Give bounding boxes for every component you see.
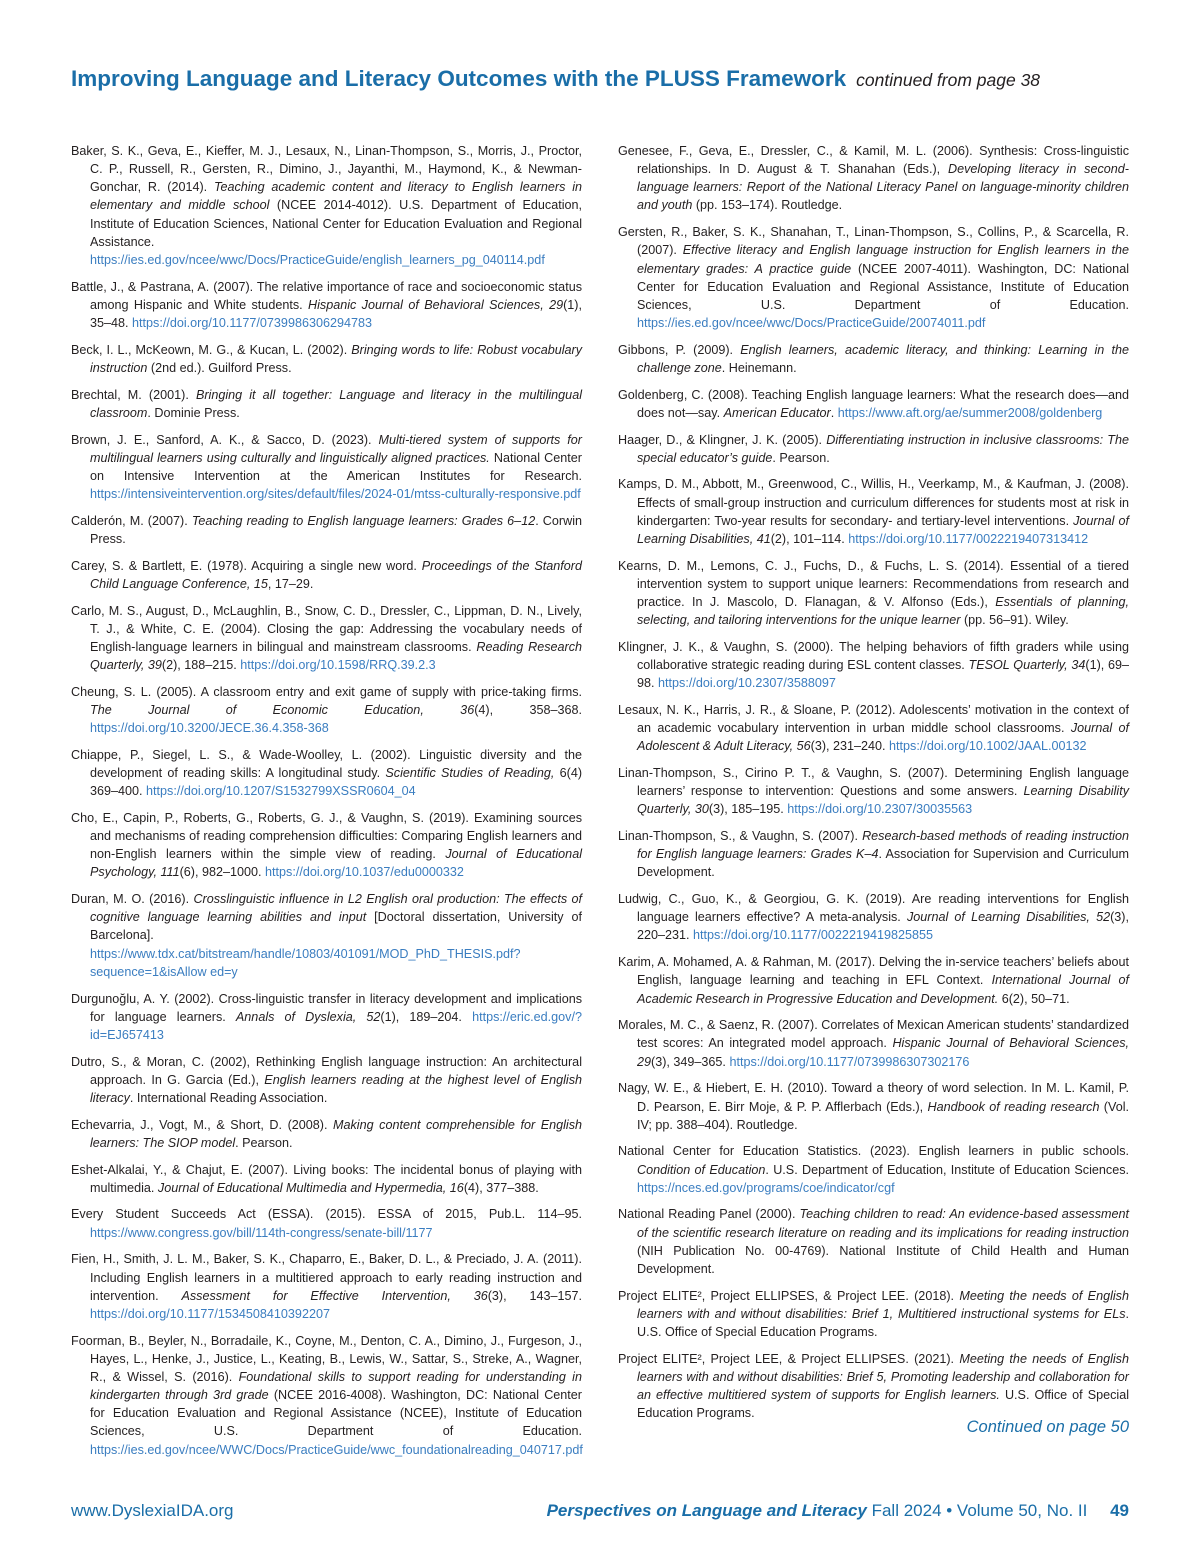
reference-title: Condition of Education bbox=[637, 1162, 766, 1177]
reference-link[interactable]: https://doi.org/10.1177/0739986307302176 bbox=[729, 1054, 970, 1069]
reference-details: (1), 69–98. bbox=[637, 658, 1129, 691]
reference-title: Learning Disability Quarterly, 30 bbox=[637, 784, 1129, 817]
reference-authors: Cheung, S. L. (2005). A classroom entry and exit game of supply with price-taking firms. bbox=[71, 684, 582, 699]
reference-details: [Doctoral dissertation, University of Barcelona]. bbox=[90, 910, 582, 943]
reference-authors: Kamps, D. M., Abbott, M., Greenwood, C., Willis, H., Veerkamp, M., & Kaufman, J. (2008). Effects of small-group instruction and curriculum differences for students most at risk in kindergarten: Two-year results for secondary- and tertiary-level interventions. bbox=[618, 477, 1129, 528]
reference-entry bbox=[71, 431, 582, 504]
reference-details: (NCEE 2014-4012). U.S. Department of Education, Institute of Education Sciences, National Center for Education Evaluation and Regional Assistance. bbox=[90, 198, 582, 249]
reference-authors: Nagy, W. E., & Hiebert, E. H. (2010). Toward a theory of word selection. In M. L. Kamil, P. D. Pearson, E. Birr Moje, & P. P. Afflerbach (Eds.), bbox=[618, 1081, 1129, 1114]
reference-authors: Linan-Thompson, S., Cirino P. T., & Vaughn, S. (2007). Determining English language learners’ response to intervention: Questions and some answers. bbox=[618, 766, 1129, 799]
reference-title: Journal of Educational Multimedia and Hypermedia, 16 bbox=[157, 1180, 464, 1195]
reference-details: (6), 982–1000. bbox=[179, 865, 266, 880]
reference-link[interactable]: https://intensiveintervention.org/sites/default/files/2024-01/mtss-culturally-responsive.pdf bbox=[90, 487, 581, 502]
reference-link[interactable]: https://doi.org/10.1002/JAAL.00132 bbox=[889, 739, 1087, 754]
reference-entry bbox=[618, 1350, 1129, 1423]
page-number: 49 bbox=[1110, 1501, 1129, 1520]
reference-details: . Corwin Press. bbox=[90, 513, 582, 546]
reference-title: Foundational skills to support reading for understanding in kindergarten through 3rd grade bbox=[90, 1369, 582, 1403]
reference-details: (3), 349–365. bbox=[651, 1054, 730, 1069]
reference-details: (3), 143–157. bbox=[487, 1288, 582, 1303]
reference-authors: Echevarria, J., Vogt, M., & Short, D. (2008). bbox=[71, 1117, 334, 1132]
reference-entry bbox=[71, 386, 582, 422]
reference-entry bbox=[71, 278, 582, 332]
reference-details: . U.S. Office of Special Education Programs. bbox=[637, 1306, 1129, 1339]
reference-authors: Project ELITE², Project LEE, & Project ELLIPSES. (2021). bbox=[618, 1351, 960, 1366]
reference-entry bbox=[71, 890, 582, 981]
reference-entry bbox=[618, 701, 1129, 755]
reference-title: Developing literacy in second-language learners: Report of the National Literacy Panel on language-minority children and youth bbox=[637, 162, 1129, 213]
reference-title: Handbook of reading research bbox=[927, 1099, 1100, 1114]
reference-authors: Genesee, F., Geva, E., Dressler, C., & Kamil, M. L. (2006). Synthesis: Cross-linguistic relationships. In D. August & T. Shanahan (Eds.), bbox=[618, 144, 1129, 177]
reference-authors: Fien, H., Smith, J. L. M., Baker, S. K., Chaparro, E., Baker, D. L., & Preciado, J. A. (2011). Including English learners in a multitiered approach to early reading instruction and intervention. bbox=[71, 1252, 582, 1303]
reference-authors: Lesaux, N. K., Harris, J. R., & Sloane, P. (2012). Adolescents’ motivation in the context of an academic vocabulary intervention in urban middle school classrooms. bbox=[618, 702, 1129, 736]
reference-link[interactable]: https://doi.org/10.1177/0022219419825855 bbox=[693, 928, 933, 943]
reference-title: English learners reading at the highest level of English literacy bbox=[90, 1072, 582, 1105]
reference-link[interactable]: https://doi.org/10.2307/30035563 bbox=[787, 802, 973, 817]
reference-authors: Chiappe, P., Siegel, L. S., & Wade-Woolley, L. (2002). Linguistic diversity and the development of reading skills: A longitudinal study. bbox=[71, 747, 582, 781]
reference-authors: Durgunoğlu, A. Y. (2002). Cross-linguistic transfer in literacy development and implications for language learners. bbox=[71, 991, 582, 1024]
reference-details: . International Reading Association. bbox=[129, 1090, 328, 1105]
reference-details: . Pearson. bbox=[235, 1135, 293, 1150]
reference-details: . Pearson. bbox=[772, 450, 830, 465]
reference-entry bbox=[618, 827, 1129, 881]
reference-entry bbox=[618, 557, 1129, 630]
reference-title: Proceedings of the Stanford Child Language Conference, 15 bbox=[90, 558, 583, 591]
reference-details: (pp. 56–91). Wiley. bbox=[960, 613, 1069, 628]
reference-title: Multi-tiered system of supports for multilingual learners using culturally and linguistically aligned practices. bbox=[90, 432, 582, 465]
reference-entry bbox=[618, 386, 1129, 422]
reference-details: 6(4) 369–400. bbox=[90, 766, 583, 799]
reference-entry bbox=[71, 683, 582, 737]
reference-authors: Cho, E., Capin, P., Roberts, G., Roberts, G. J., & Vaughn, S. (2019). Examining sources and mechanisms of reading comprehension difficulties: Comparing English learners and non-English learners within the simple view of reading. bbox=[71, 810, 582, 862]
reference-details: (3), 185–195. bbox=[708, 802, 788, 817]
reference-title: Crosslinguistic influence in L2 English oral production: The effects of cognitive language learning abilities and input bbox=[90, 892, 582, 925]
reference-details: . bbox=[830, 405, 838, 420]
reference-link[interactable]: https://doi.org/10.1598/RRQ.39.2.3 bbox=[240, 658, 436, 673]
reference-authors: Baker, S. K., Geva, E., Kieffer, M. J., Lesaux, N., Linan-Thompson, S., Morris, J., Proctor, C. P., Russell, R., Gersten, R., Dimino, J., Jayanthi, M., Haymond, K., & Newman-Gonchar, R. (2014). bbox=[71, 144, 582, 195]
reference-title: Scientific Studies of Reading, bbox=[385, 766, 555, 781]
reference-details: (2), 101–114. bbox=[770, 531, 849, 546]
reference-link[interactable]: https://ies.ed.gov/ncee/wwc/Docs/PracticeGuide/english_learners_pg_040114.pdf bbox=[90, 252, 545, 267]
reference-entry bbox=[618, 1142, 1129, 1196]
reference-entry bbox=[71, 512, 582, 548]
reference-title: Meeting the needs of English learners with and without disabilities: Brief 1, Multitiered instructional systems for ELs bbox=[637, 1288, 1129, 1321]
reference-details: , 17–29. bbox=[267, 576, 314, 591]
reference-details: (1), 35–48. bbox=[90, 297, 582, 330]
reference-entry bbox=[618, 431, 1129, 467]
reference-authors: Gersten, R., Baker, S. K., Shanahan, T., Linan-Thompson, S., Collins, P., & Scarcella, R. (2007). bbox=[618, 225, 1129, 258]
reference-title: Journal of Adolescent & Adult Literacy, 56 bbox=[637, 721, 1129, 754]
reference-authors: Battle, J., & Pastrana, A. (2007). The relative importance of race and socioeconomic status among Hispanic and White students. bbox=[71, 279, 582, 312]
reference-title: Teaching children to read: An evidence-based assessment of the scientific research literature on reading and its implications for reading instruction bbox=[637, 1207, 1129, 1240]
reference-title: Annals of Dyslexia, 52 bbox=[235, 1009, 381, 1024]
reference-details: (NCEE 2016-4008). Washington, DC: National Center for Education Evaluation and Regional Assistance (NCEE), Institute of Education Sciences, U.S. Department of Education. bbox=[90, 1388, 583, 1439]
reference-title: Teaching academic content and literacy to English learners in elementary and middle school bbox=[90, 180, 582, 213]
reference-title: Reading Research Quarterly, 39 bbox=[90, 639, 582, 673]
reference-title: Teaching reading to English language learners: Grades 6–12 bbox=[191, 513, 536, 528]
reference-authors: Brown, J. E., Sanford, A. K., & Sacco, D. (2023). bbox=[71, 432, 379, 447]
reference-authors: Ludwig, C., Guo, K., & Georgiou, G. K. (2019). Are reading interventions for English language learners effective? A meta-analysis. bbox=[618, 892, 1129, 925]
reference-entry bbox=[618, 223, 1129, 332]
reference-title: Journal of Learning Disabilities, 52 bbox=[906, 910, 1111, 925]
reference-authors: Haager, D., & Klingner, J. K. (2005). bbox=[618, 432, 827, 447]
reference-link[interactable]: https://ies.ed.gov/ncee/wwc/Docs/PracticeGuide/20074011.pdf bbox=[637, 316, 986, 330]
reference-details: (NCEE 2007-4011). Washington, DC: National Center for Education Evaluation and Regional Assistance, Institute of Education Sciences, U.S. Department of Education. bbox=[637, 261, 1129, 312]
reference-entry bbox=[71, 1205, 582, 1241]
reference-link[interactable]: https://doi.org/10.1207/S1532799XSSR0604_04 bbox=[146, 784, 416, 799]
reference-authors: Gibbons, P. (2009). bbox=[618, 342, 741, 357]
reference-details: (1), 189–204. bbox=[380, 1009, 473, 1024]
reference-authors: Duran, M. O. (2016). bbox=[71, 892, 194, 907]
reference-entry bbox=[618, 1079, 1129, 1133]
reference-details: (NIH Publication No. 00-4769). National Institute of Child Health and Human Development. bbox=[637, 1243, 1129, 1276]
reference-title: Meeting the needs of English learners with and without disabilities: Brief 5, Promoting leadership and collaboration for an effective multitiered system of supports for English learners. bbox=[637, 1351, 1129, 1403]
reference-entry bbox=[71, 990, 582, 1044]
reference-authors: Every Student Succeeds Act (ESSA). (2015). ESSA of 2015, Pub.L. 114–95. bbox=[71, 1207, 582, 1222]
reference-entry bbox=[618, 890, 1129, 944]
reference-details: (3), 231–240. bbox=[810, 739, 890, 754]
footer-issue: Fall 2024 • Volume 50, No. II bbox=[871, 1501, 1088, 1520]
reference-entry bbox=[618, 953, 1129, 1007]
reference-details: (Vol. IV; pp. 388–404). Routledge. bbox=[637, 1099, 1129, 1132]
reference-details: (4), 358–368. bbox=[474, 702, 582, 717]
reference-title: Making content comprehensible for English learners: The SIOP model bbox=[90, 1117, 582, 1150]
reference-entry bbox=[71, 1053, 582, 1107]
reference-link[interactable]: https://doi.org/10.2307/3588097 bbox=[658, 676, 836, 691]
reference-title: TESOL Quarterly, 34 bbox=[968, 658, 1086, 673]
footer-publication-info bbox=[547, 1501, 1129, 1521]
reference-entry bbox=[71, 1161, 582, 1197]
reference-title: Assessment for Effective Intervention, 36 bbox=[181, 1288, 488, 1303]
reference-title: The Journal of Economic Education, 36 bbox=[90, 702, 475, 717]
reference-title: Essentials of planning, selecting, and tailoring interventions for the unique learner bbox=[637, 595, 1129, 628]
page-header bbox=[71, 66, 1131, 92]
article-title: Improving Language and Literacy Outcomes with the PLUSS Framework bbox=[71, 66, 847, 91]
reference-title: International Journal of Academic Research in Progressive Education and Development. bbox=[637, 973, 1129, 1006]
reference-details: U.S. Office of Special Education Programs. bbox=[637, 1388, 1129, 1421]
reference-title: English learners, academic literacy, and thinking: Learning in the challenge zone bbox=[637, 342, 1129, 375]
reference-title: Hispanic Journal of Behavioral Sciences, 29 bbox=[308, 297, 564, 312]
reference-authors: Kearns, D. M., Lemons, C. J., Fuchs, D., & Fuchs, L. S. (2014). Essential of a tiered intervention system to support unique learners: Recommendations from research and practice. In J. Mascolo, D. Flanagan, & V. Alfonso (Eds.), bbox=[618, 558, 1129, 609]
reference-authors: Carey, S. & Bartlett, E. (1978). Acquiring a single new word. bbox=[71, 558, 422, 573]
reference-title: Research-based methods of reading instruction for English language learners: Grades K–4 bbox=[637, 829, 1129, 862]
reference-entry bbox=[71, 809, 582, 882]
reference-details: (3), 220–231. bbox=[637, 910, 1129, 943]
reference-details: . U.S. Department of Education, Institute of Education Sciences. bbox=[765, 1162, 1129, 1177]
footer-website-link[interactable]: www.DyslexiaIDA.org bbox=[71, 1501, 234, 1520]
reference-details: (2nd ed.). Guilford Press. bbox=[147, 360, 292, 375]
reference-authors: Morales, M. C., & Saenz, R. (2007). Correlates of Mexican American students’ standardized test scores: An integrated model approach. bbox=[618, 1018, 1129, 1051]
reference-link[interactable]: https://doi.org/10.1037/edu0000332 bbox=[265, 865, 464, 880]
reference-authors: Carlo, M. S., August, D., McLaughlin, B., Snow, C. D., Dressler, C., Lippman, D. N., Lively, T. J., & White, C. E. (2004). Closing the gap: Addressing the vocabulary needs of English-language learners in bilingual and mainstream classrooms. bbox=[71, 603, 582, 654]
reference-entry bbox=[71, 557, 582, 593]
reference-details: National Center on Intensive Intervention at the American Institutes for Research. bbox=[90, 450, 582, 483]
reference-authors: Goldenberg, C. (2008). Teaching English language learners: What the research does—and does not—say. bbox=[618, 387, 1129, 420]
reference-entry bbox=[71, 1116, 582, 1152]
reference-details: 6(2), 50–71. bbox=[998, 991, 1070, 1006]
reference-entry bbox=[71, 602, 582, 675]
reference-details: (4), 377–388. bbox=[463, 1180, 539, 1195]
references-column-right bbox=[618, 142, 1129, 1431]
reference-authors: Beck, I. L., McKeown, M. G., & Kucan, L. (2002). bbox=[71, 342, 352, 357]
reference-link[interactable]: https://doi.org/10.1177/1534508410392207 bbox=[90, 1306, 330, 1321]
reference-title: Differentiating instruction in inclusive classrooms: The special educator’s guide bbox=[637, 432, 1130, 465]
reference-entry bbox=[618, 1016, 1129, 1070]
reference-link[interactable]: https://www.tdx.cat/bitstream/handle/10803/401091/MOD_PhD_THESIS.pdf?sequence=1&isAllow ed=y bbox=[90, 946, 521, 979]
reference-link[interactable]: https://doi.org/10.1177/0739986306294783 bbox=[132, 316, 372, 330]
reference-authors: Brechtal, M. (2001). bbox=[71, 387, 196, 402]
reference-entry bbox=[71, 142, 582, 269]
reference-authors: Eshet-Alkalai, Y., & Chajut, E. (2007). Living books: The incidental bonus of playing with multimedia. bbox=[71, 1162, 582, 1195]
reference-details: (pp. 153–174). Routledge. bbox=[692, 198, 843, 213]
continued-on-note: Continued on page 50 bbox=[966, 1418, 1129, 1436]
reference-title: Bringing it all together: Language and literacy in the multilingual classroom bbox=[90, 387, 582, 420]
reference-entry bbox=[618, 638, 1129, 692]
references-column-left bbox=[71, 142, 582, 1467]
reference-entry bbox=[71, 341, 582, 377]
reference-title: Effective literacy and English language instruction for English learners in the elementary grades: A practice guide bbox=[637, 243, 1129, 276]
reference-entry bbox=[618, 142, 1129, 215]
reference-link[interactable]: https://www.aft.org/ae/summer2008/goldenberg bbox=[837, 405, 1103, 420]
reference-authors: Klingner, J. K., & Vaughn, S. (2000). The helping behaviors of fifth graders while using collaborative strategic reading during ESL content classes. bbox=[618, 639, 1129, 673]
reference-details: . Heinemann. bbox=[721, 360, 797, 375]
reference-authors: Karim, A. Mohamed, A. & Rahman, M. (2017). Delving the in-service teachers’ beliefs about English, language learning and teaching in EFL Context. bbox=[618, 955, 1129, 988]
reference-title: Journal of Educational Psychology, 111 bbox=[90, 847, 582, 880]
reference-authors: Project ELITE², Project ELLIPSES, & Project LEE. (2018). bbox=[618, 1288, 960, 1303]
reference-link[interactable]: https://doi.org/10.3200/JECE.36.4.358-368 bbox=[90, 721, 329, 736]
reference-entry bbox=[618, 1287, 1129, 1341]
reference-link[interactable]: https://doi.org/10.1177/0022219407313412 bbox=[848, 531, 1089, 546]
reference-title: Hispanic Journal of Behavioral Sciences, 29 bbox=[637, 1036, 1129, 1069]
reference-link[interactable]: https://nces.ed.gov/programs/coe/indicator/cgf bbox=[637, 1180, 895, 1195]
reference-entry bbox=[618, 1205, 1129, 1278]
reference-entry bbox=[618, 764, 1129, 818]
reference-link[interactable]: https://www.congress.gov/bill/114th-congress/senate-bill/1177 bbox=[90, 1225, 433, 1240]
reference-authors: Foorman, B., Beyler, N., Borradaile, K., Coyne, M., Denton, C. A., Dimino, J., Furgeson, J., Hayes, L., Henke, J., Justice, L., Keating, B., Lewis, W., Sattar, S., Streke, A., Wagner, R., & Wissel, S. (2016). bbox=[71, 1333, 582, 1384]
reference-authors: Calderón, M. (2007). bbox=[71, 513, 192, 528]
page-footer bbox=[71, 1501, 1129, 1527]
reference-details: . Association for Supervision and Curriculum Development. bbox=[637, 847, 1129, 880]
reference-title: Bringing words to life: Robust vocabulary instruction bbox=[90, 342, 583, 375]
reference-authors: Dutro, S., & Moran, C. (2002), Rethinking English language instruction: An architectural approach. In G. Garcia (Ed.), bbox=[71, 1054, 582, 1087]
footer-publication-name: Perspectives on Language and Literacy bbox=[546, 1501, 867, 1520]
reference-entry bbox=[71, 1250, 582, 1323]
reference-entry bbox=[71, 1332, 582, 1459]
reference-entry bbox=[618, 341, 1129, 377]
reference-authors: Linan-Thompson, S., & Vaughn, S. (2007). bbox=[618, 829, 863, 844]
reference-entry bbox=[71, 746, 582, 800]
reference-entry bbox=[618, 475, 1129, 548]
continued-from-note: continued from page 38 bbox=[856, 70, 1041, 90]
reference-authors: National Reading Panel (2000). bbox=[618, 1207, 800, 1222]
reference-title: Journal of Learning Disabilities, 41 bbox=[637, 513, 1129, 546]
reference-authors: National Center for Education Statistics. (2023). English learners in public schools. bbox=[618, 1144, 1129, 1159]
reference-link[interactable]: https://eric.ed.gov/?id=EJ657413 bbox=[90, 1009, 582, 1042]
reference-details: (2), 188–215. bbox=[161, 658, 241, 673]
reference-title: American Educator bbox=[723, 405, 831, 420]
reference-details: . Dominie Press. bbox=[147, 405, 240, 420]
reference-link[interactable]: https://ies.ed.gov/ncee/WWC/Docs/PracticeGuide/wwc_foundationalreading_040717.pdf bbox=[90, 1442, 583, 1457]
